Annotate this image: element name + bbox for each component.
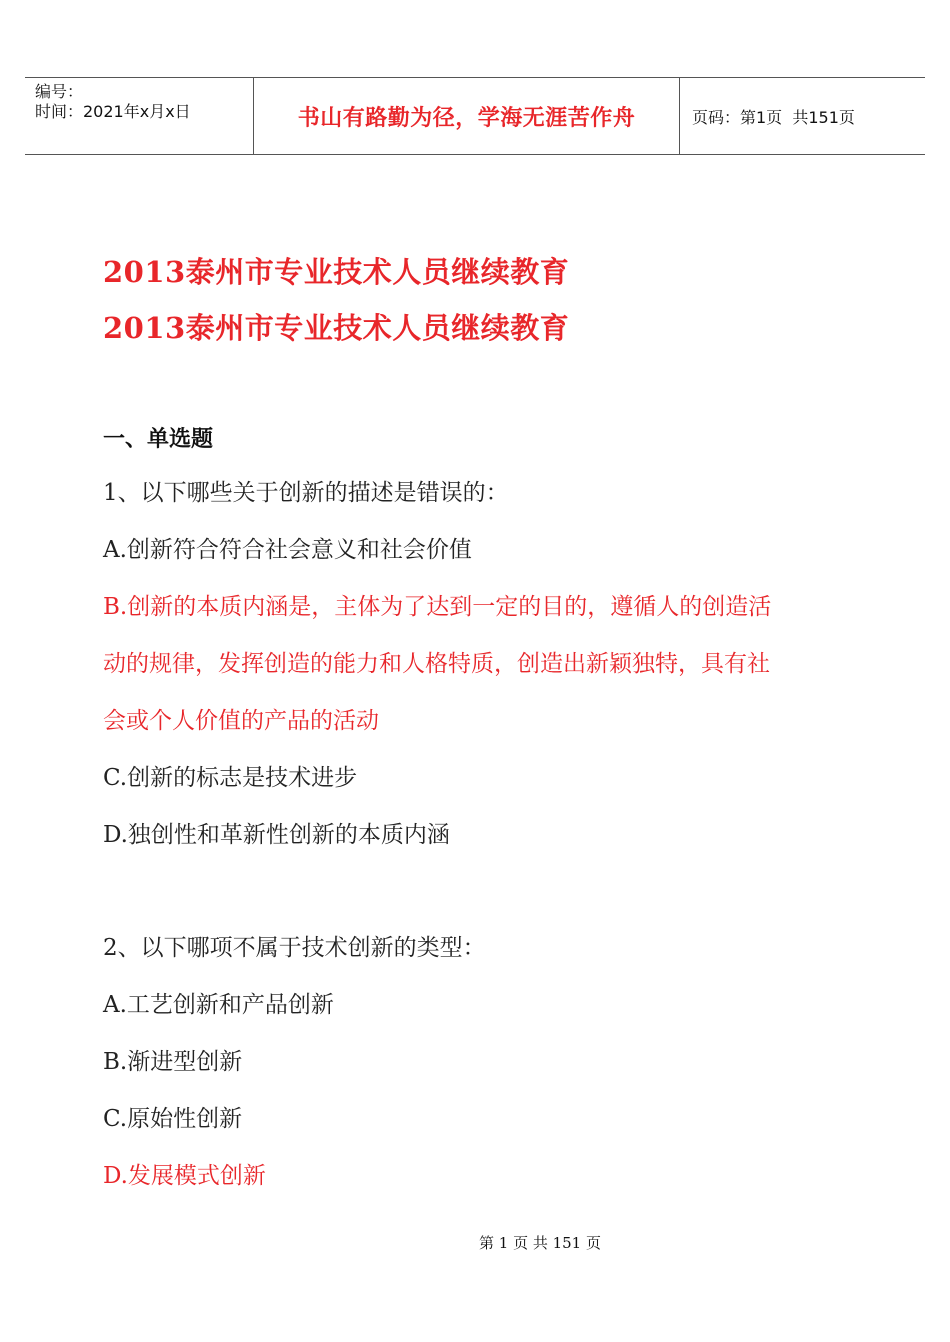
question-2-option-d: D.发展模式创新 [103, 1163, 266, 1189]
question-1-option-d: D.独创性和革新性创新的本质内涵 [103, 822, 450, 848]
question-1-option-b-line-1: B.创新的本质内涵是，主体为了达到一定的目的，遵循人的创造活 [103, 594, 772, 620]
question-1-option-c: C.创新的标志是技术进步 [103, 765, 358, 791]
serial-number-label: 编号： [35, 82, 84, 101]
document-title-repeat: 2013泰州市专业技术人员继续教育 [103, 311, 570, 345]
page-header [25, 77, 925, 155]
question-1-option-a: A.创新符合符合社会意义和社会价值 [103, 537, 472, 563]
section-heading: 一、单选题 [103, 426, 214, 452]
time-label: 时间：2021年x月x日 [35, 102, 191, 121]
question-2-option-c: C.原始性创新 [103, 1106, 243, 1132]
question-1-option-b-line-3: 会或个人价值的产品的活动 [103, 708, 379, 734]
document-title: 2013泰州市专业技术人员继续教育 [103, 255, 570, 289]
question-2-option-a: A.工艺创新和产品创新 [103, 992, 334, 1018]
header-page-info: 页码：第1页 共151页 [692, 107, 855, 127]
header-motto: 书山有路勤为径，学海无涯苦作舟 [254, 78, 680, 154]
question-2-option-b: B.渐进型创新 [103, 1049, 243, 1075]
page-footer: 第 1 页 共 151 页 [478, 1234, 601, 1252]
header-meta-cell [25, 78, 254, 154]
question-1-option-b-line-2: 动的规律，发挥创造的能力和人格特质，创造出新颖独特，具有社 [103, 651, 770, 677]
question-1-stem: 1、以下哪些关于创新的描述是错误的： [103, 480, 509, 506]
question-2-stem: 2、以下哪项不属于技术创新的类型： [103, 935, 486, 961]
